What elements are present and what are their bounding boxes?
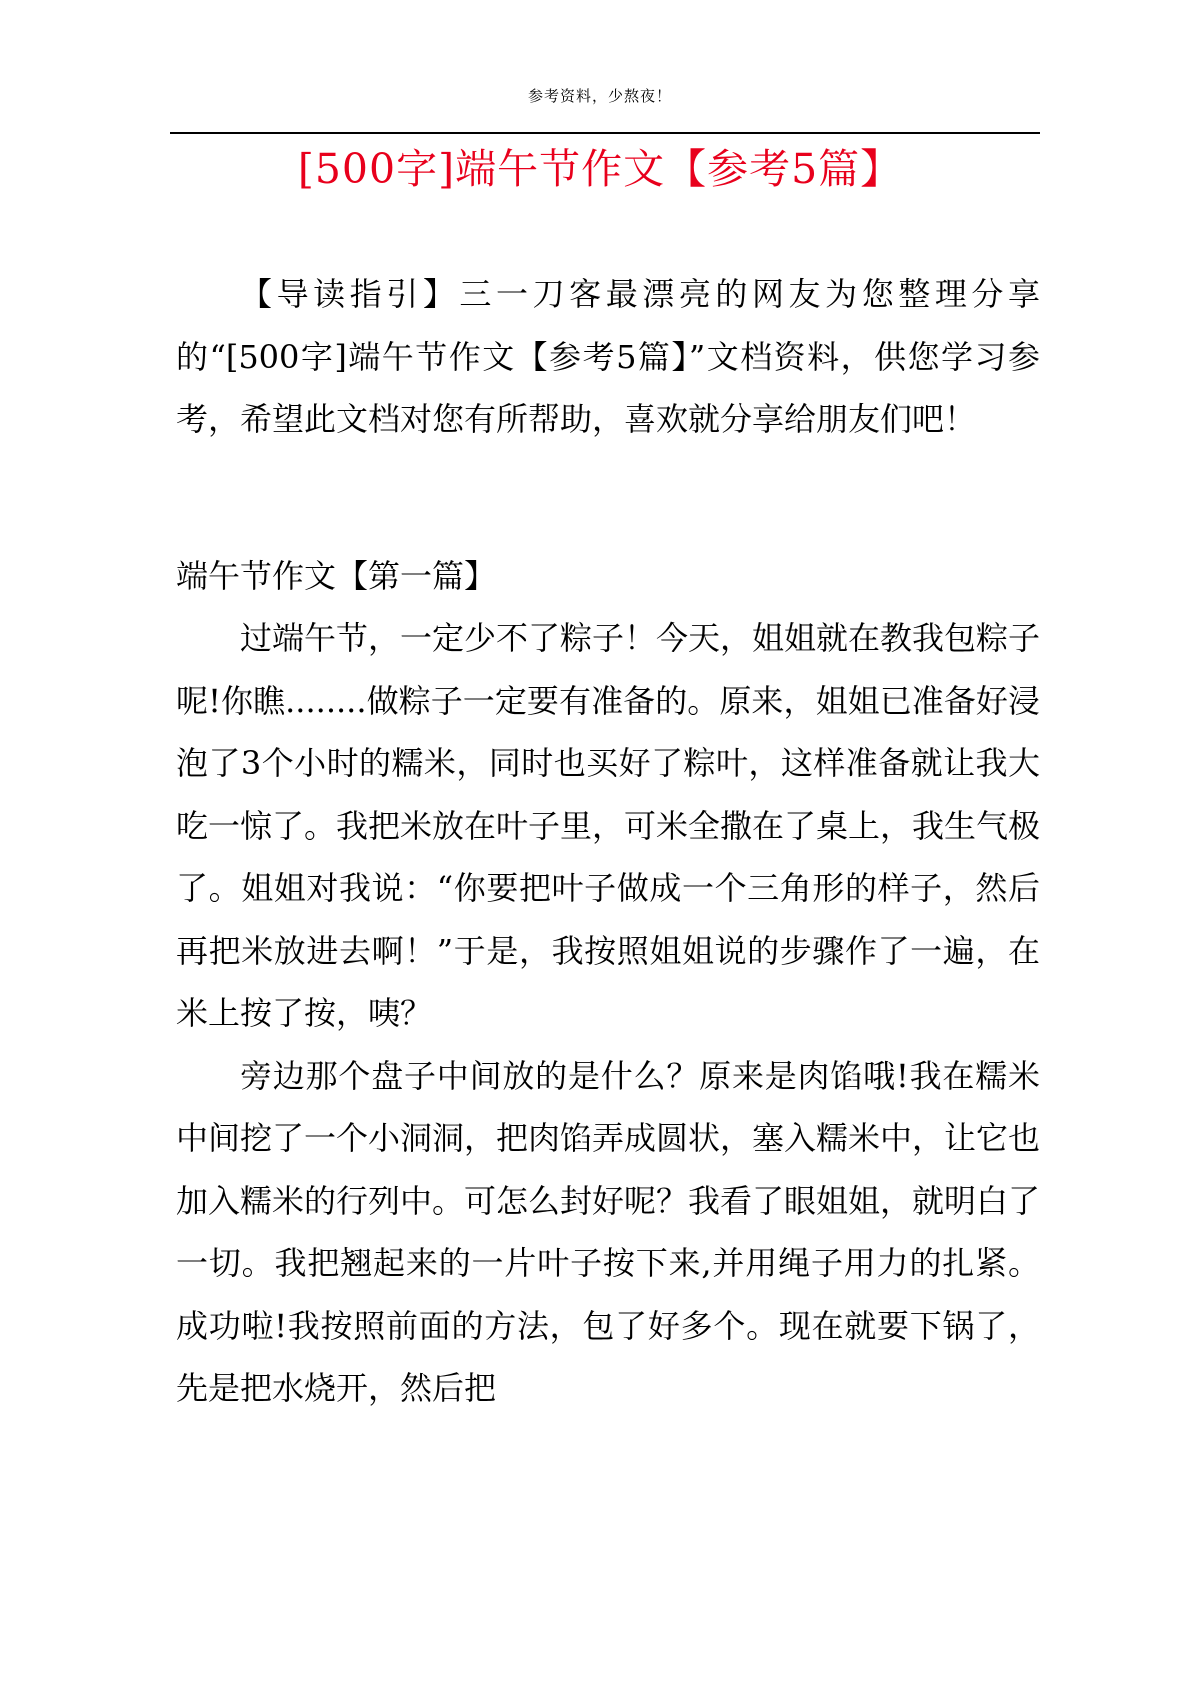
intro-paragraph: 【导读指引】三一刀客最漂亮的网友为您整理分享的“[500字]端午节作文【参考5篇】”文档资料，供您学习参考，希望此文档对您有所帮助，喜欢就分享给朋友们吧！ <box>176 275 1040 438</box>
header-divider <box>170 132 1040 134</box>
section-heading: 端午节作文【第一篇】 <box>176 556 497 595</box>
body-paragraph-1: 过端午节，一定少不了粽子！今天，姐姐就在教我包粽子呢!你瞧........做粽子一定要有准备的。原来，姐姐已准备好浸泡了3个小时的糯米，同时也买好了粽叶，这样准备就让我大吃一惊了。我把米放在叶子里，可米全撒在了桌上，我生气极了。姐姐对我说：“你要把叶子做成一个三角形的样子，然后再把米放进去啊！”于是，我按照姐姐说的步骤作了一遍，在米上按了按，咦？ <box>176 619 1041 1032</box>
document-body <box>176 263 1040 1420</box>
header-note: 参考资料，少熬夜！ <box>527 87 672 105</box>
section-spacer <box>176 451 1040 545</box>
body-paragraph-2: 旁边那个盘子中间放的是什么？原来是肉馅哦!我在糯米中间挖了一个小洞洞，把肉馅弄成圆状，塞入糯米中，让它也加入糯米的行列中。可怎么封好呢？我看了眼姐姐，就明白了一切。我把翘起来的一片叶子按下来,并用绳子用力的扎紧。成功啦!我按照前面的方法，包了好多个。现在就要下锅了，先是把水烧开，然后把 <box>176 1056 1041 1407</box>
document-title: [500字]端午节作文【参考5篇】 <box>297 145 903 193</box>
